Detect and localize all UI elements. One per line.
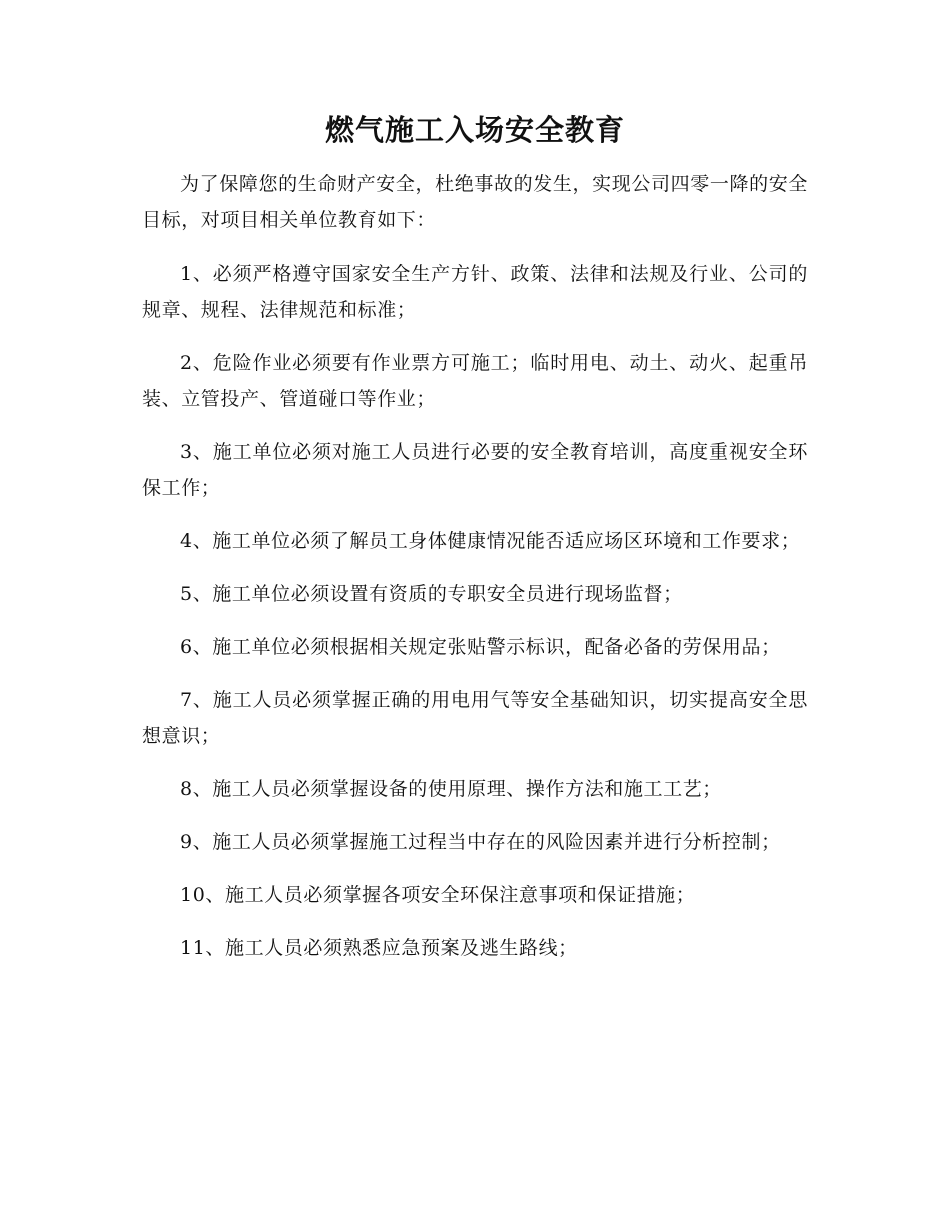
rule-item-9: 9、施工人员必须掌握施工过程当中存在的风险因素并进行分析控制； (180, 831, 781, 853)
rule-item-6: 6、施工单位必须根据相关规定张贴警示标识，配备必备的劳保用品； (180, 636, 781, 658)
rule-item-8: 8、施工人员必须掌握设备的使用原理、操作方法和施工工艺； (180, 778, 722, 800)
rule-item-11: 11、施工人员必须熟悉应急预案及逃生路线； (180, 937, 578, 959)
page-title: 燃气施工入场安全教育 (324, 113, 625, 147)
rule-item-10: 10、施工人员必须掌握各项安全环保注意事项和保证措施； (180, 884, 696, 906)
rule-item-3: 3、施工单位必须对施工人员进行必要的安全教育培训，高度重视安全环保工作； (142, 441, 808, 499)
rule-item-4: 4、施工单位必须了解员工身体健康情况能否适应场区环境和工作要求； (180, 530, 801, 552)
intro-paragraph: 为了保障您的生命财产安全，杜绝事故的发生，实现公司四零一降的安全目标，对项目相关单位教育如下： (142, 173, 808, 231)
rule-item-2: 2、危险作业必须要有作业票方可施工；临时用电、动土、动火、起重吊装、立管投产、管道碰口等作业； (142, 352, 808, 410)
rule-item-5: 5、施工单位必须设置有资质的专职安全员进行现场监督； (180, 583, 683, 605)
rule-item-7: 7、施工人员必须掌握正确的用电用气等安全基础知识，切实提高安全思想意识； (142, 689, 808, 747)
rule-item-1: 1、必须严格遵守国家安全生产方针、政策、法律和法规及行业、公司的规章、规程、法律规范和标准； (142, 263, 808, 321)
document-body (142, 166, 808, 983)
